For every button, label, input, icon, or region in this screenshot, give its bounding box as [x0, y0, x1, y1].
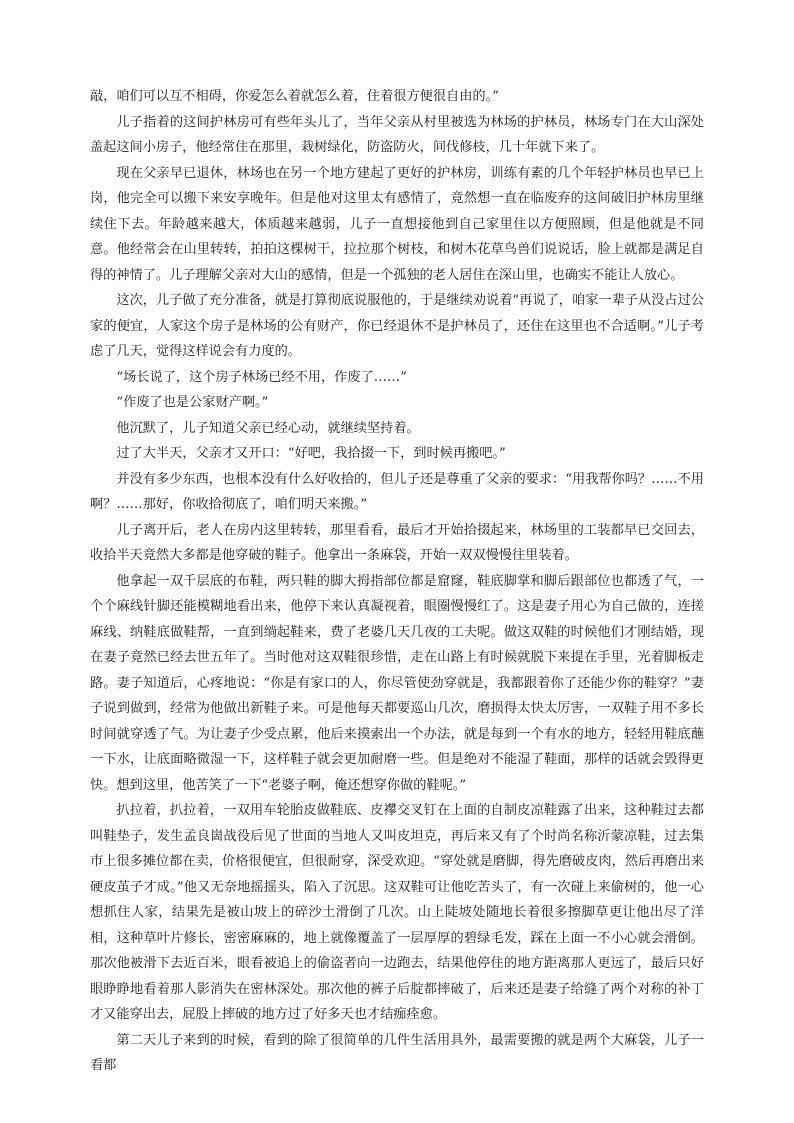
paragraph-2: 儿子指着的这间护林房可有些年头儿了，当年父亲从村里被选为林场的护林员，林场专门在大山深处盖起这间小房子，他经常住在那里，栽树绿化，防盗防火，间伐修枝，几十年就下来了。	[90, 114, 704, 155]
paragraph-3: 现在父亲早已退休，林场也在另一个地方建起了更好的护林房，训练有素的几个年轻护林员也早已上岗，他完全可以搬下来安享晚年。但是他对这里太有感情了，竟然想一直在临废弃的这间破旧护林房里继续住下去。年龄越来越大，体质越来越弱，儿子一直想接他到自己家里住以方便照顾，但是他就是不同意。他经常会在山里转转，拍拍这棵树干，拉拉那个树枝，和树木花草鸟兽们说说话，脸上就都是满足自得的神情了。儿子理解父亲对大山的感情，但是一个孤独的老人居住在深山里，也确实不能让人放心。	[90, 165, 704, 283]
paragraph-13: 第二天儿子来到的时候，看到的除了很简单的几件生活用具外，最需要搬的就是两个大麻袋，儿子一看都	[90, 1032, 704, 1073]
paragraph-12: 扒拉着，扒拉着，一双用车轮胎皮做鞋底、皮襻交叉钉在上面的自制皮凉鞋露了出来，这种鞋过去都叫鞋垫子，发生孟良崮战役后见了世面的当地人又叫皮坦克，再后来又有了个时尚名称沂蒙凉鞋，过去集市上很多摊位都在卖，价格很便宜，但很耐穿，深受欢迎。“穿处就是磨脚，得先磨破皮肉，然后再磨出来硬皮茧子才成。”他又无奈地摇摇头，陷入了沉思。这双鞋可让他吃苦头了，有一次碰上来偷树的，他一心想抓住人家，结果先是被山坡上的碎沙土滑倒了几次。山上陡坡处随地长着很多擦脚草更让他出尽了洋相，这种草叶片修长，密密麻麻的，地上就像覆盖了一层厚厚的碧绿毛发，踩在上面一不小心就会滑倒。那次他被滑下去近百米，眼看被追上的偷盗者向一边跑去，结果他停住的地方距离那人更远了，最后只好眼睁睁地看着那人影消失在密林深处。那次他的裤子后腚都摔破了，后来还是妻子给缝了两个对称的补丁才又能穿出去，屁股上摔破的地方过了好多天也才结痂痊愈。	[90, 803, 704, 1022]
paragraph-8: 过了大半天，父亲才又开口：“好吧，我拾掇一下，到时候再搬吧。”	[116, 446, 506, 461]
paragraph-6: “作废了也是公家财产啊。”	[116, 395, 269, 410]
document-page	[90, 84, 704, 1079]
paragraph-9: 并没有多少东西，也根本没有什么好收拾的，但儿子还是尊重了父亲的要求：“用我帮你吗？……不用啊？……那好，你收拾彻底了，咱们明天来搬。”	[90, 471, 704, 512]
paragraph-11: 他拿起一双千层底的布鞋，两只鞋的脚大拇指部位都是窟窿，鞋底脚掌和脚后跟部位也都透了气，一个个麻线针脚还能模糊地看出来，他停下来认真凝视着，眼圈慢慢红了。这是妻子用心为自己做的，连搓麻线、纳鞋底做鞋帮，一直到绱起鞋来，费了老婆几天几夜的工夫呢。做这双鞋的时候他们才刚结婚，现在妻子竟然已经去世五年了。当时他对这双鞋很珍惜，走在山路上有时候就脱下来提在手里，光着脚板走路。妻子知道后，心疼地说：“你是有家口的人，你尽管使劲穿就是，我都跟着你了还能少你的鞋穿？”妻子说到做到，经常为他做出新鞋子来。可是他每天都要巡山几次，磨损得太快太厉害，一双鞋子用不多长时间就穿透了气。为让妻子少受点累，他后来摸索出一个办法，就是每到一个有水的地方，轻轻用鞋底蘸一下水，让底面略微湿一下，这样鞋子就会更加耐磨一些。但是绝对不能湿了鞋面，那样的话就会毁得更快。想到这里，他苦笑了一下“老婆子啊，俺还想穿你做的鞋呢。”	[90, 573, 704, 793]
paragraph-5: “场长说了，这个房子林场已经不用，作废了……”	[116, 369, 407, 385]
paragraph-10: 儿子离开后，老人在房内这里转转，那里看看，最后才开始拾掇起来，林场里的工装都早已交回去，收拾半天竟然大多都是他穿破的鞋子。他拿出一条麻袋，开始一双双慢慢往里装着。	[90, 522, 704, 563]
paragraph-4: 这次，儿子做了充分准备，就是打算彻底说服他的，于是继续劝说着“再说了，咱家一辈子从没占过公家的便宜，人家这个房子是林场的公有财产，你已经退休不是护林员了，还住在这里也不合适啊。”儿子考虑了几天，觉得这样说会有力度的。	[90, 293, 704, 359]
paragraph-1: 敲，咱们可以互不相碍，你爱怎么着就怎么着，住着很方便很自由的。”	[90, 89, 499, 104]
paragraph-7: 他沉默了，儿子知道父亲已经心动，就继续坚持着。	[116, 420, 420, 436]
